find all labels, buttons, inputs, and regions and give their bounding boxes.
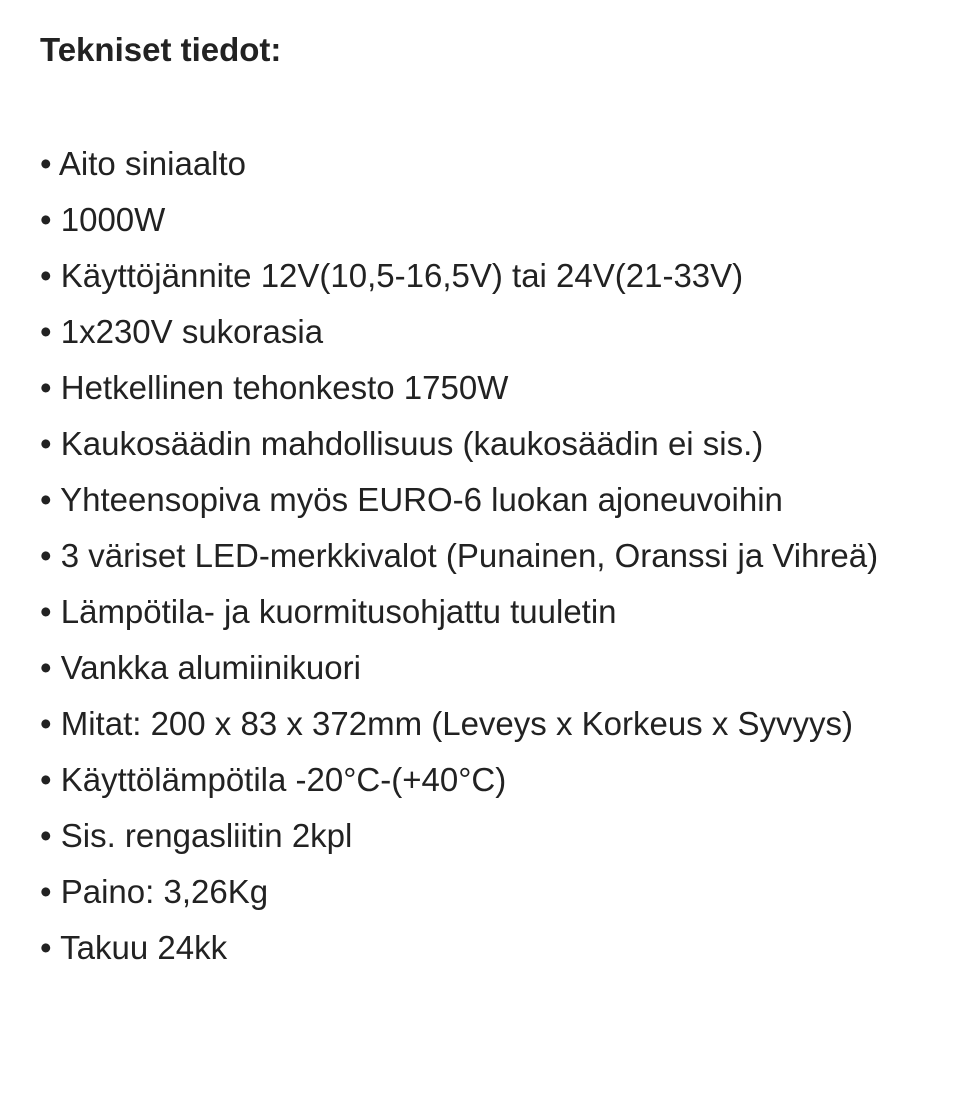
spec-item: [40, 584, 930, 640]
spec-item: [40, 416, 930, 472]
spec-item-text: 3 väriset LED-merkkivalot (Punainen, Oranssi ja Vihreä): [60, 537, 879, 574]
bullet: •: [40, 761, 52, 798]
spec-item-text: Mitat: 200 x 83 x 372mm (Leveys x Korkeus x Syvyys): [60, 705, 854, 742]
bullet: •: [40, 369, 52, 406]
spec-item: [40, 696, 930, 752]
spec-item-text: 1x230V sukorasia: [60, 313, 324, 350]
spec-item-text: Käyttöjännite 12V(10,5-16,5V) tai 24V(21-33V): [60, 257, 744, 294]
spec-item-text: Aito siniaalto: [58, 145, 247, 182]
spec-heading: Tekniset tiedot:: [40, 31, 282, 68]
bullet: •: [40, 425, 52, 462]
spec-item: [40, 920, 930, 976]
spec-item-text: Yhteensopiva myös EURO-6 luokan ajoneuvoihin: [60, 481, 783, 518]
spec-item-text: 1000W: [60, 201, 166, 238]
spec-item: [40, 528, 930, 584]
spec-item: [40, 864, 930, 920]
spec-block: [40, 20, 930, 976]
bullet: •: [40, 649, 52, 686]
spec-item-text: Sis. rengasliitin 2kpl: [60, 817, 353, 854]
spec-item: [40, 808, 930, 864]
bullet: •: [40, 537, 52, 574]
spec-item-text: Vankka alumiinikuori: [60, 649, 361, 686]
spec-item: [40, 136, 930, 192]
bullet: •: [40, 929, 52, 966]
bullet: •: [40, 257, 52, 294]
bullet: •: [40, 201, 52, 238]
bullet: •: [40, 145, 52, 182]
spec-item: [40, 752, 930, 808]
bullet: •: [40, 873, 52, 910]
spec-item-text: Kaukosäädin mahdollisuus (kaukosäädin ei sis.): [60, 425, 764, 462]
spec-item-text: Hetkellinen tehonkesto 1750W: [60, 369, 509, 406]
bullet: •: [40, 817, 52, 854]
spec-item-text: Lämpötila- ja kuormitusohjattu tuuletin: [60, 593, 617, 630]
spec-item: [40, 640, 930, 696]
bullet: •: [40, 313, 52, 350]
spec-item: [40, 192, 930, 248]
spec-item: [40, 304, 930, 360]
bullet: •: [40, 705, 52, 742]
spec-item-text: Paino: 3,26Kg: [60, 873, 269, 910]
spec-item: [40, 360, 930, 416]
spec-list: [40, 136, 930, 976]
spec-item-text: Takuu 24kk: [60, 929, 228, 966]
spacer: [40, 80, 930, 136]
spec-item: [40, 472, 930, 528]
bullet: •: [40, 593, 52, 630]
bullet: •: [40, 481, 52, 518]
spec-item-text: Käyttölämpötila -20°C-(+40°C): [60, 761, 507, 798]
spec-item: [40, 248, 930, 304]
